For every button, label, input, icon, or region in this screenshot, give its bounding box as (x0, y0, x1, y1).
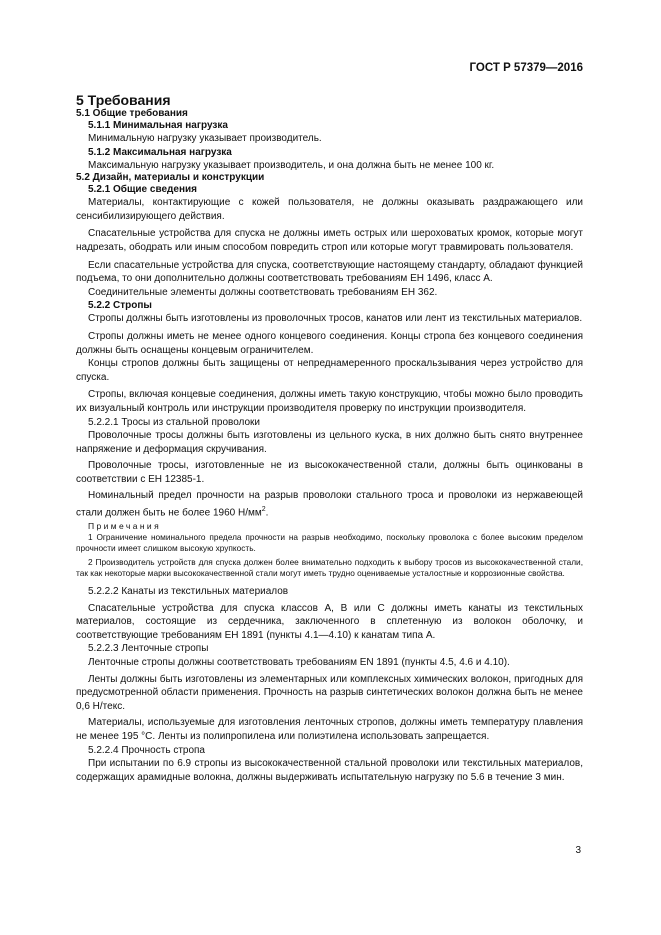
clause-5-2-2-4-paragraph: При испытании по 6.9 стропы из высококачественной стальной проволоки или текстильных материалов, содержащих арамидные волокна, должны выдерживать испытательную нагрузку по 5.6 в течение 3 мин. (76, 758, 583, 783)
clause-5-2-2-1-title: 5.2.2.1 Тросы из стальной проволоки (88, 416, 261, 428)
clause-5-2-2-paragraph: Концы стропов должны быть защищены от непреднамеренного проскальзывания через устройство для спуска. (76, 358, 583, 383)
clause-5-1-1-text: Минимальную нагрузку указывает производитель. (88, 133, 322, 144)
clause-5-2-2-1-paragraph: Проволочные тросы, изготовленные не из высококачественной стали, должны быть оцинкованы в соответствии с ЕН 12385-1. (76, 460, 583, 485)
clause-5-2-1-paragraph: Материалы, контактирующие с кожей пользователя, не должны оказывать раздражающего или сенсибилизирующего действия. (76, 197, 583, 222)
clause-5-2-1-paragraph: Если спасательные устройства для спуска, соответствующие настоящему стандарту, обладают функцией подъема, то они дополнительно должны соответствовать требованиям ЕН 1496, класс А. (76, 259, 583, 285)
clause-5-2-2-1-paragraph (76, 489, 583, 520)
clause-5-2-2-paragraph: Стропы должны быть изготовлены из проволочных тросов, канатов или лент из текстильных материалов. (88, 313, 583, 325)
clause-5-1-2-title: 5.1.2 Максимальная нагрузка (88, 146, 232, 158)
clause-5-2-1-paragraph: Спасательные устройства для спуска не должны иметь острых или шероховатых кромок, которые могут надрезать, ободрать или иным способом повредить строп или которые могут травмировать пользователя. (76, 228, 583, 253)
page-body (76, 92, 583, 784)
clause-5-2-2-paragraph: Стропы должны иметь не менее одного концевого соединения. Концы стропа без концевого соединения должны быть оснащены концевым ограничителем. (76, 330, 583, 356)
page-number: 3 (575, 845, 581, 856)
section-title: 5 Требования (76, 92, 171, 108)
notes-heading: Примечания (88, 520, 162, 531)
clause-5-2-2-3-paragraph: Ленты должны быть изготовлены из элементарных или комплексных химических волокон, пригодных для предусмотренной области применения. Прочность на разрыв синтетических волокон должна быть не менее 0,6 Н/текс. (76, 673, 583, 712)
clause-5-2-2-3-paragraph: Ленточные стропы должны соответствовать требованиям EN 1891 (пункты 4.5, 4.6 и 4.10). (88, 656, 510, 668)
clause-5-2-2-title: 5.2.2 Стропы (88, 300, 152, 312)
note-1: 1 Ограничение номинального предела прочности на разрыв необходимо, поскольку проволока с более высоким пределом прочности имеет слишком высокую хрупкость. (76, 531, 583, 553)
clause-5-2-2-3-title: 5.2.2.3 Ленточные стропы (88, 643, 209, 655)
clause-5-2-1-title: 5.2.1 Общие сведения (88, 184, 197, 196)
note-2: 2 Производитель устройств для спуска должен более внимательно подходить к выбору тросов из высококачественной стали, так как некоторые марки высококачественной стали могут иметь трудно оцениваемые усталостные и коррозионные свойства. (76, 556, 583, 578)
clause-5-2-2-paragraph: Стропы, включая концевые соединения, должны иметь такую конструкцию, чтобы можно было проводить их визуальный контроль или инструкции производителя проверку по инструкции производителя. (76, 389, 583, 414)
clause-5-2-2-4-title: 5.2.2.4 Прочность стропа (88, 744, 205, 756)
clause-5-1-1-title: 5.1.1 Минимальная нагрузка (88, 120, 228, 131)
tensile-strength-text: Номинальный предел прочности на разрыв проволоки стального троса и проволоки из нержавеющей стали должен быть не более 1960 Н/мм (76, 490, 583, 519)
document-header: ГОСТ Р 57379—2016 (469, 62, 583, 74)
clause-5-2-2-3-paragraph: Материалы, используемые для изготовления ленточных стропов, должны иметь температуру плавления не менее 195 °С. Ленты из полипропилена или полиэтилена использовать запрещается. (76, 717, 583, 742)
clause-5-2-2-2-paragraph: Спасательные устройства для спуска классов А, В или С должны иметь канаты из текстильных материалов, состоящие из сердечника, заключенного в сплетенную из волокон оболочку, и соответствующие требованиям ЕН 1891 (пункты 4.1—4.10) к канатам типа А. (76, 602, 583, 641)
subsection-5-2-title: 5.2 Дизайн, материалы и конструкции (76, 172, 265, 184)
clause-5-2-2-1-paragraph: Проволочные тросы должны быть изготовлены из цельного куска, в них должно быть снято внутреннее напряжение и деформация скручивания. (76, 430, 583, 455)
clause-5-2-2-2-title: 5.2.2.2 Канаты из текстильных материалов (88, 585, 289, 597)
sentence-end: . (265, 507, 269, 519)
clause-5-1-2-text: Максимальную нагрузку указывает производитель, и она должна быть не менее 100 кг. (88, 159, 495, 171)
subsection-5-1-title: 5.1 Общие требования (76, 108, 188, 119)
unit-superscript: 2 (261, 506, 266, 514)
clause-5-2-1-paragraph: Соединительные элементы должны соответствовать требованиям ЕН 362. (88, 286, 438, 298)
